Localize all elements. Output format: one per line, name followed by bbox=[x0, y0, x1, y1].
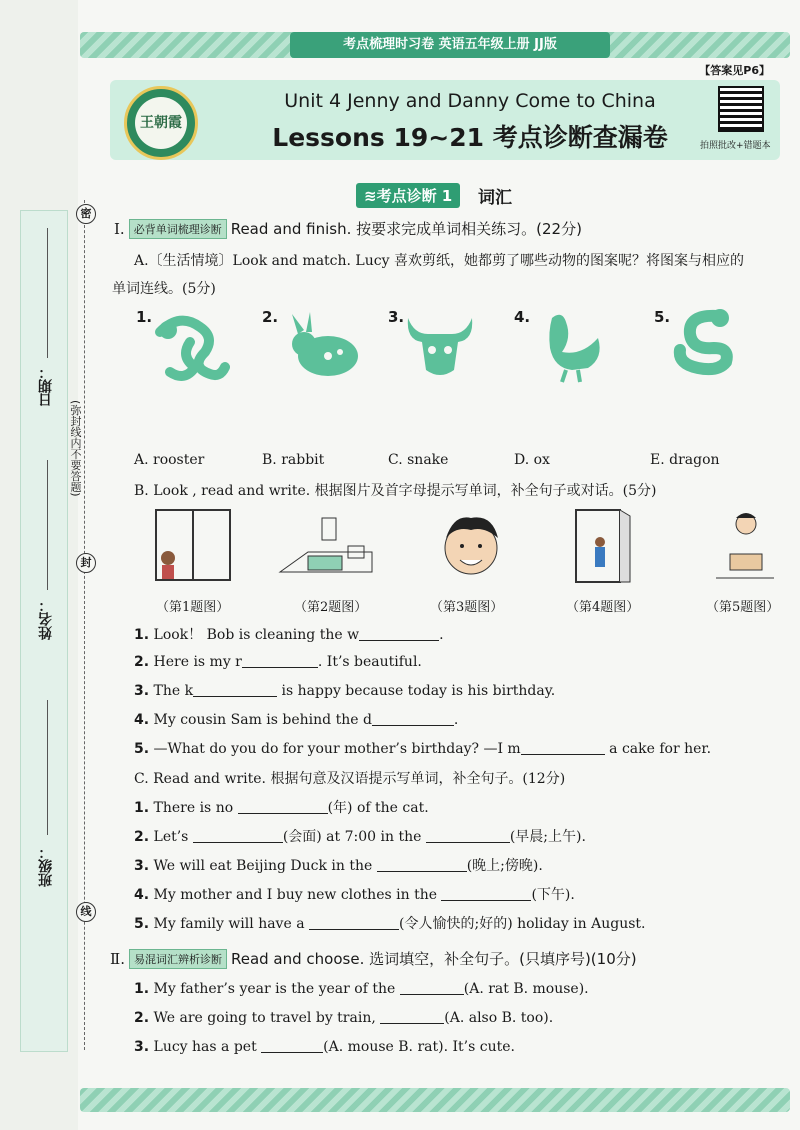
pic-number-3: 3. bbox=[388, 308, 405, 326]
choice-e: E. dragon bbox=[650, 452, 720, 468]
answer-blank[interactable] bbox=[261, 1038, 323, 1053]
name-label: 姓名： bbox=[38, 598, 54, 640]
pic-number-2: 2. bbox=[262, 308, 279, 326]
part2-item-2: 2. We are going to travel by train, (A. also B. too). bbox=[134, 1010, 554, 1026]
partC-item-2: 2. Let’s (会面) at 7:00 in the (早晨;上午). bbox=[134, 829, 586, 845]
answer-blank[interactable] bbox=[193, 828, 283, 843]
answer-blank[interactable] bbox=[238, 799, 328, 814]
partB-instruction: B. Look , read and write. 根据图片及首字母提示写单词，补全句子或对话。(5分) bbox=[134, 483, 657, 499]
cake-making-picture-icon bbox=[712, 506, 778, 586]
partA-line1: A.〔生活情境〕Look and match. Lucy 喜欢剪纸，她都剪了哪些动物的图案呢？将图案与相应的 bbox=[134, 253, 744, 269]
answer-blank[interactable] bbox=[380, 1009, 444, 1024]
seal-mi: 密 bbox=[76, 204, 96, 224]
seal-xian: 线 bbox=[76, 902, 96, 922]
choice-a: A. rooster bbox=[134, 452, 205, 468]
part2-tag: 易混词汇辨析诊断 bbox=[129, 949, 227, 969]
partB-item-4: 4. My cousin Sam is behind the d . bbox=[134, 712, 459, 728]
part1-roman: Ⅰ. bbox=[114, 220, 125, 238]
partB-item-1: 1. Look！ Bob is cleaning the w . bbox=[134, 627, 444, 643]
section-title: 词汇 bbox=[478, 188, 512, 208]
partC-instruction: C. Read and write. 根据句意及汉语提示写单词，补全句子。(12分) bbox=[134, 771, 566, 787]
date-label: 日期： bbox=[38, 365, 54, 407]
answer-blank[interactable] bbox=[309, 915, 399, 930]
answer-blank[interactable] bbox=[400, 980, 464, 995]
caption-5: （第5题图） bbox=[706, 600, 780, 615]
answer-blank[interactable] bbox=[242, 653, 318, 668]
dragon-papercut-icon bbox=[150, 312, 230, 384]
part2-instruction: Read and choose. 选词填空，补全句子。(只填序号)(10分) bbox=[230, 950, 637, 968]
seal-warning: (弥封线内不要答题) bbox=[69, 400, 82, 497]
caption-1: （第1题图） bbox=[156, 600, 230, 615]
partB-item-2: 2. Here is my r . It’s beautiful. bbox=[134, 654, 422, 670]
choice-b: B. rabbit bbox=[262, 452, 325, 468]
name-line bbox=[47, 460, 48, 590]
class-label: 班级： bbox=[38, 845, 54, 887]
partC-item-1: 1. There is no (年) of the cat. bbox=[134, 800, 429, 816]
logo-text: 王朝霞 bbox=[135, 97, 187, 149]
qr-caption: 拍照批改+错题本 bbox=[700, 141, 771, 151]
caption-4: （第4题图） bbox=[566, 600, 640, 615]
section-badge: ≋考点诊断 1 bbox=[356, 183, 460, 208]
lessons-title: Lessons 19~21 考点诊断查漏卷 bbox=[272, 123, 668, 152]
date-line bbox=[47, 228, 48, 358]
publisher-logo bbox=[124, 86, 198, 160]
part2-heading bbox=[110, 948, 637, 969]
unit-title: Unit 4 Jenny and Danny Come to China bbox=[284, 90, 656, 112]
snake-papercut-icon bbox=[668, 306, 738, 376]
part1-tag: 必背单词梳理诊断 bbox=[129, 219, 227, 239]
window-cleaning-picture-icon bbox=[152, 508, 234, 584]
pic-number-5: 5. bbox=[654, 308, 671, 326]
door-picture-icon bbox=[570, 506, 634, 586]
seal-feng: 封 bbox=[76, 553, 96, 573]
choice-d: D. ox bbox=[514, 452, 550, 468]
bedroom-picture-icon bbox=[278, 512, 374, 584]
partB-item-3: 3. The k is happy because today is his birthday. bbox=[134, 683, 556, 699]
bottom-decor-band bbox=[80, 1088, 790, 1112]
partC-item-4: 4. My mother and I buy new clothes in the (下午). bbox=[134, 887, 575, 903]
answer-reference: 【答案见P6】 bbox=[699, 64, 770, 77]
answer-blank[interactable] bbox=[372, 711, 454, 726]
answer-blank[interactable] bbox=[193, 682, 277, 697]
rabbit-papercut-icon bbox=[284, 312, 364, 380]
qr-code-icon[interactable] bbox=[718, 86, 764, 132]
pic-number-4: 4. bbox=[514, 308, 531, 326]
part2-roman: Ⅱ. bbox=[110, 950, 125, 968]
caption-2: （第2题图） bbox=[294, 600, 368, 615]
pic-number-1: 1. bbox=[136, 308, 153, 326]
caption-3: （第3题图） bbox=[430, 600, 504, 615]
partC-item-5: 5. My family will have a (令人愉快的;好的) holiday in August. bbox=[134, 916, 646, 932]
part2-item-1: 1. My father’s year is the year of the (A. rat B. mouse). bbox=[134, 981, 589, 997]
answer-blank[interactable] bbox=[521, 740, 605, 755]
kid-face-picture-icon bbox=[434, 508, 508, 584]
part2-item-3: 3. Lucy has a pet (A. mouse B. rat). It’s cute. bbox=[134, 1039, 515, 1055]
answer-blank[interactable] bbox=[377, 857, 467, 872]
series-banner: 考点梳理时习卷 英语五年级上册 JJ版 bbox=[290, 32, 610, 58]
choice-c: C. snake bbox=[388, 452, 449, 468]
partC-item-3: 3. We will eat Beijing Duck in the (晚上;傍晚). bbox=[134, 858, 543, 874]
rooster-papercut-icon bbox=[532, 308, 608, 384]
seal-dashed-line bbox=[84, 200, 85, 1050]
answer-blank[interactable] bbox=[426, 828, 510, 843]
answer-blank[interactable] bbox=[359, 626, 439, 641]
ox-papercut-icon bbox=[400, 312, 480, 382]
part1-instruction: Read and finish. 按要求完成单词相关练习。(22分) bbox=[230, 220, 582, 238]
partA-line2: 单词连线。(5分) bbox=[112, 281, 216, 297]
class-line bbox=[47, 700, 48, 835]
part1-heading bbox=[114, 218, 582, 239]
partB-item-5: 5. —What do you do for your mother’s birthday? —I m a cake for her. bbox=[134, 741, 712, 757]
answer-blank[interactable] bbox=[441, 886, 531, 901]
